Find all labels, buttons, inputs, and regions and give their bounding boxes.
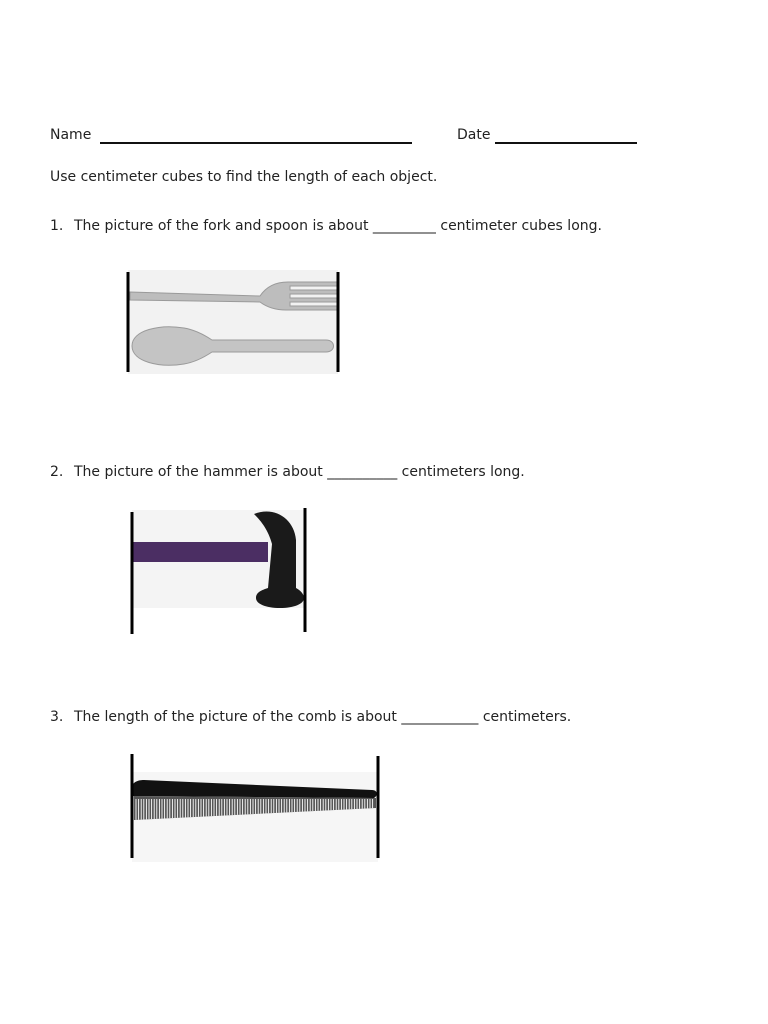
question-3-text: The length of the picture of the comb is about ___________ centimeters. xyxy=(74,709,572,725)
name-field[interactable] xyxy=(100,142,412,144)
comb-picture xyxy=(124,752,386,862)
question-2-text: The picture of the hammer is about __________ centimeters long. xyxy=(74,464,525,480)
instructions-text: Use centimeter cubes to find the length of each object. xyxy=(50,169,438,185)
date-field[interactable] xyxy=(495,142,637,144)
question-3 xyxy=(50,708,571,726)
hammer-picture xyxy=(124,504,314,638)
question-1-text: The picture of the fork and spoon is about _________ centimeter cubes long. xyxy=(74,218,602,234)
fork-and-spoon-picture xyxy=(120,268,346,378)
question-2-number: 2. xyxy=(50,464,64,480)
question-3-number: 3. xyxy=(50,709,64,725)
question-2 xyxy=(50,463,525,481)
question-1-number: 1. xyxy=(50,218,64,234)
date-label: Date xyxy=(457,127,491,143)
question-1 xyxy=(50,217,602,235)
name-label: Name xyxy=(50,127,92,143)
